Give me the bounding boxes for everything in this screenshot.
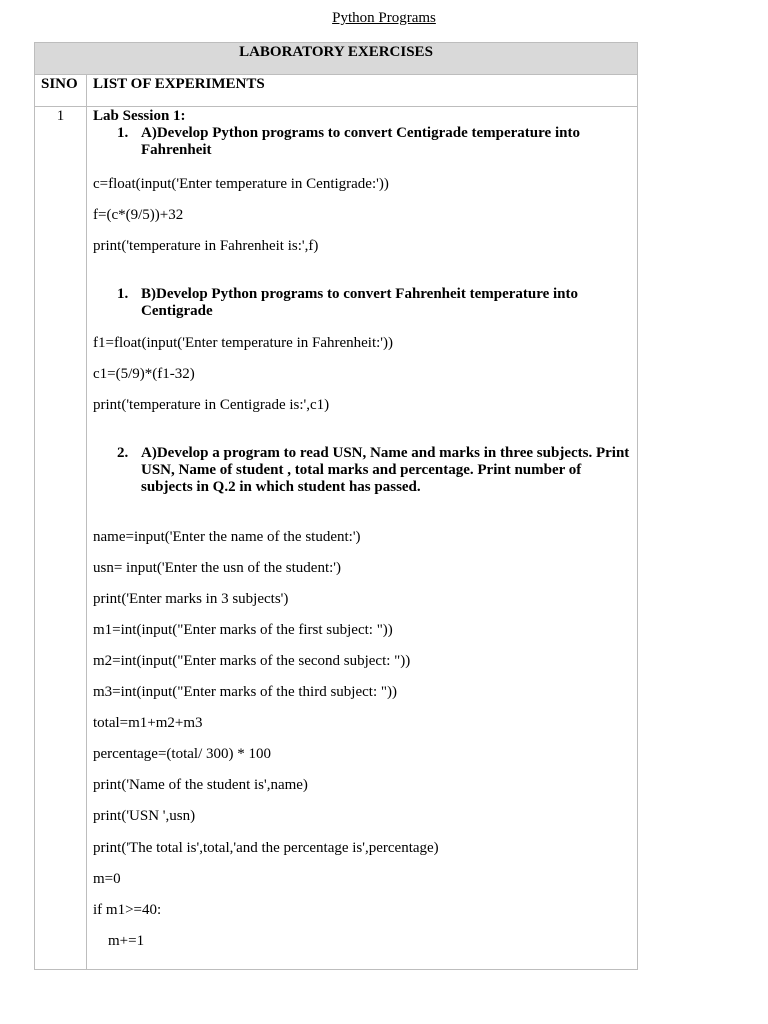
code-line: m3=int(input("Enter marks of the third subject: ")) [93, 684, 397, 700]
lab-exercises-table [34, 42, 638, 970]
experiment-heading-text: A)Develop a program to read USN, Name and marks in three subjects. Print USN, Name of student , total marks and percentage. Print number of subjects in Q.2 in which student has passed. [141, 445, 630, 495]
code-line: m+=1 [93, 933, 145, 949]
code-line: c1=(5/9)*(f1-32) [93, 366, 195, 382]
code-line: print('The total is',total,'and the percentage is',percentage) [93, 840, 439, 856]
lab-session-title: Lab Session 1: [93, 108, 186, 124]
column-header-row [35, 75, 637, 107]
experiment-number: 2. [117, 445, 129, 461]
code-line: print('Name of the student is',name) [93, 777, 308, 793]
experiment-number: 1. [117, 286, 129, 302]
code-line: name=input('Enter the name of the student:') [93, 529, 361, 545]
column-divider [86, 75, 87, 969]
sino-cell: 1 [56, 108, 65, 124]
experiment-heading-text: A)Develop Python programs to convert Centigrade temperature into Fahrenheit [141, 125, 580, 158]
code-line: print('temperature in Centigrade is:',c1) [93, 397, 330, 413]
experiment-heading [93, 445, 633, 496]
code-line: if m1>=40: [93, 902, 162, 918]
column-header-experiments: LIST OF EXPERIMENTS [93, 76, 265, 92]
code-line: m2=int(input("Enter marks of the second subject: ")) [93, 653, 411, 669]
code-line: c=float(input('Enter temperature in Centigrade:')) [93, 176, 389, 192]
code-line: m1=int(input("Enter marks of the first subject: ")) [93, 622, 393, 638]
experiment-heading [93, 286, 633, 320]
code-line: print('USN ',usn) [93, 808, 196, 824]
code-line: f1=float(input('Enter temperature in Fahrenheit:')) [93, 335, 393, 351]
experiments-cell [93, 107, 633, 950]
document-title: Python Programs [332, 10, 436, 26]
code-line: f=(c*(9/5))+32 [93, 207, 184, 223]
code-line: usn= input('Enter the usn of the student:') [93, 560, 341, 576]
experiment-number: 1. [117, 125, 129, 141]
code-line: percentage=(total/ 300) * 100 [93, 746, 271, 762]
code-line: print('Enter marks in 3 subjects') [93, 591, 289, 607]
code-line: print('temperature in Fahrenheit is:',f) [93, 238, 319, 254]
code-line: total=m1+m2+m3 [93, 715, 203, 731]
experiment-heading [93, 125, 633, 159]
table-header: LABORATORY EXERCISES [35, 43, 637, 75]
column-header-sino: SINO [41, 76, 78, 92]
code-line: m=0 [93, 871, 121, 887]
experiment-heading-text: B)Develop Python programs to convert Fahrenheit temperature into Centigrade [141, 286, 579, 319]
